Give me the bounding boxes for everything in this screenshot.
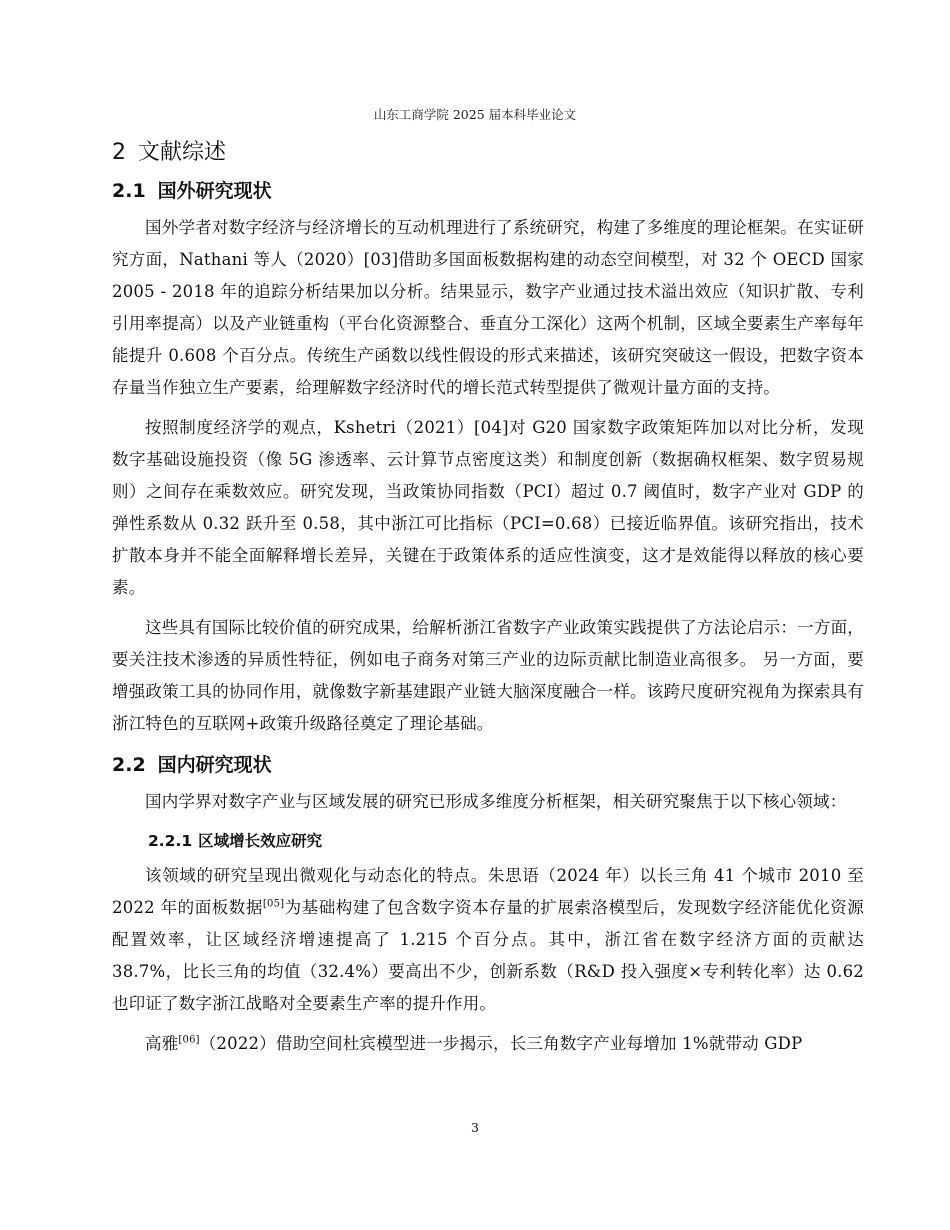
- paragraph-2-2-1-2: [112, 1028, 864, 1060]
- section-heading-2-1: [112, 174, 864, 208]
- paragraph-text: 为基础构建了包含数字资本存量的扩展索洛模型后，发现数字经济能优化资源配置效率，让区域经济增速提高了 1.215 个百分点。其中，浙江省在数字经济方面的贡献达 38.7%，比长三角的均值（32.4%）要高出不少，创新系数（R&D 投入强度×专利转化率）达 0.62 也印证了数字浙江战略对全要素生产率的提升作用。: [112, 898, 864, 1013]
- chapter-title: 文献综述: [138, 140, 227, 165]
- section-number: 2.2: [112, 754, 146, 776]
- citation-ref: [06]: [178, 1034, 200, 1046]
- section-title: 国外研究现状: [157, 180, 272, 202]
- paragraph-text: （2022）借助空间杜宾模型进一步揭示，长三角数字产业每增加 1%就带动 GDP: [199, 1034, 803, 1053]
- paragraph-2-1-1: 国外学者对数字经济与经济增长的互动机理进行了系统研究，构建了多维度的理论框架。在实证研究方面，Nathani 等人（2020）[03]借助多国面板数据构建的动态空间模型，对 32 个 OECD 国家 2005 - 2018 年的追踪分析结果加以分析。结果显示，数字产业通过技术溢出效应（知识扩散、专利引用率提高）以及产业链重构（平台化资源整合、垂直分工深化）这两个机制，区域全要素生产率每年能提升 0.608 个百分点。传统生产函数以线性假设的形式来描述，该研究突破这一假设，把数字资本存量当作独立生产要素，给理解数字经济时代的增长范式转型提供了微观计量方面的支持。: [112, 218, 864, 397]
- chapter-number: 2: [112, 140, 126, 165]
- section-number: 2.1: [112, 180, 146, 202]
- section-title: 国内研究现状: [157, 754, 272, 776]
- paragraph-2-2-1-1: [112, 860, 864, 1020]
- running-header: 山东工商学院 2025 届本科毕业论文: [373, 107, 577, 122]
- paragraph-text: 该领域的研究呈现出微观化与动态化的特点。朱思语（2024 年）以长三角 41 个城市 2010 至 2022 年的面板数据: [112, 866, 864, 917]
- section-heading-2-2: [112, 748, 864, 782]
- page-number: 3: [471, 1120, 479, 1135]
- subsection-heading-2-2-1: [148, 826, 864, 856]
- paragraph-2-2-intro: 国内学界对数字产业与区域发展的研究已形成多维度分析框架，相关研究聚焦于以下核心领域：: [145, 792, 847, 811]
- subsection-number: 2.2.1: [148, 832, 193, 850]
- chapter-heading: [112, 136, 864, 170]
- paragraph-2-1-3: 这些具有国际比较价值的研究成果，给解析浙江省数字产业政策实践提供了方法论启示：一方面，要关注技术渗透的异质性特征，例如电子商务对第三产业的边际贡献比制造业高很多。 另一方面，要增强政策工具的协同作用，就像数字新基建跟产业链大脑深度融合一样。该跨尺度研究视角为探索具有浙江特色的互联网+政策升级路径奠定了理论基础。: [112, 618, 864, 733]
- body-content: [112, 136, 864, 1068]
- subsection-title: 区域增长效应研究: [198, 832, 323, 850]
- citation-ref: [05]: [262, 898, 285, 910]
- paragraph-2-1-2: 按照制度经济学的观点，Kshetri（2021）[04]对 G20 国家数字政策矩阵加以对比分析，发现数字基础设施投资（像 5G 渗透率、云计算节点密度这类）和制度创新（数据确权框架、数字贸易规则）之间存在乘数效应。研究发现，当政策协同指数（PCI）超过 0.7 阈值时，数字产业对 GDP 的弹性系数从 0.32 跃升至 0.58，其中浙江可比指标（PCI=0.68）已接近临界值。该研究指出，技术扩散本身并不能全面解释增长差异，关键在于政策体系的适应性演变，这才是效能得以释放的核心要素。: [112, 418, 864, 597]
- paragraph-text: 高雅: [145, 1034, 179, 1053]
